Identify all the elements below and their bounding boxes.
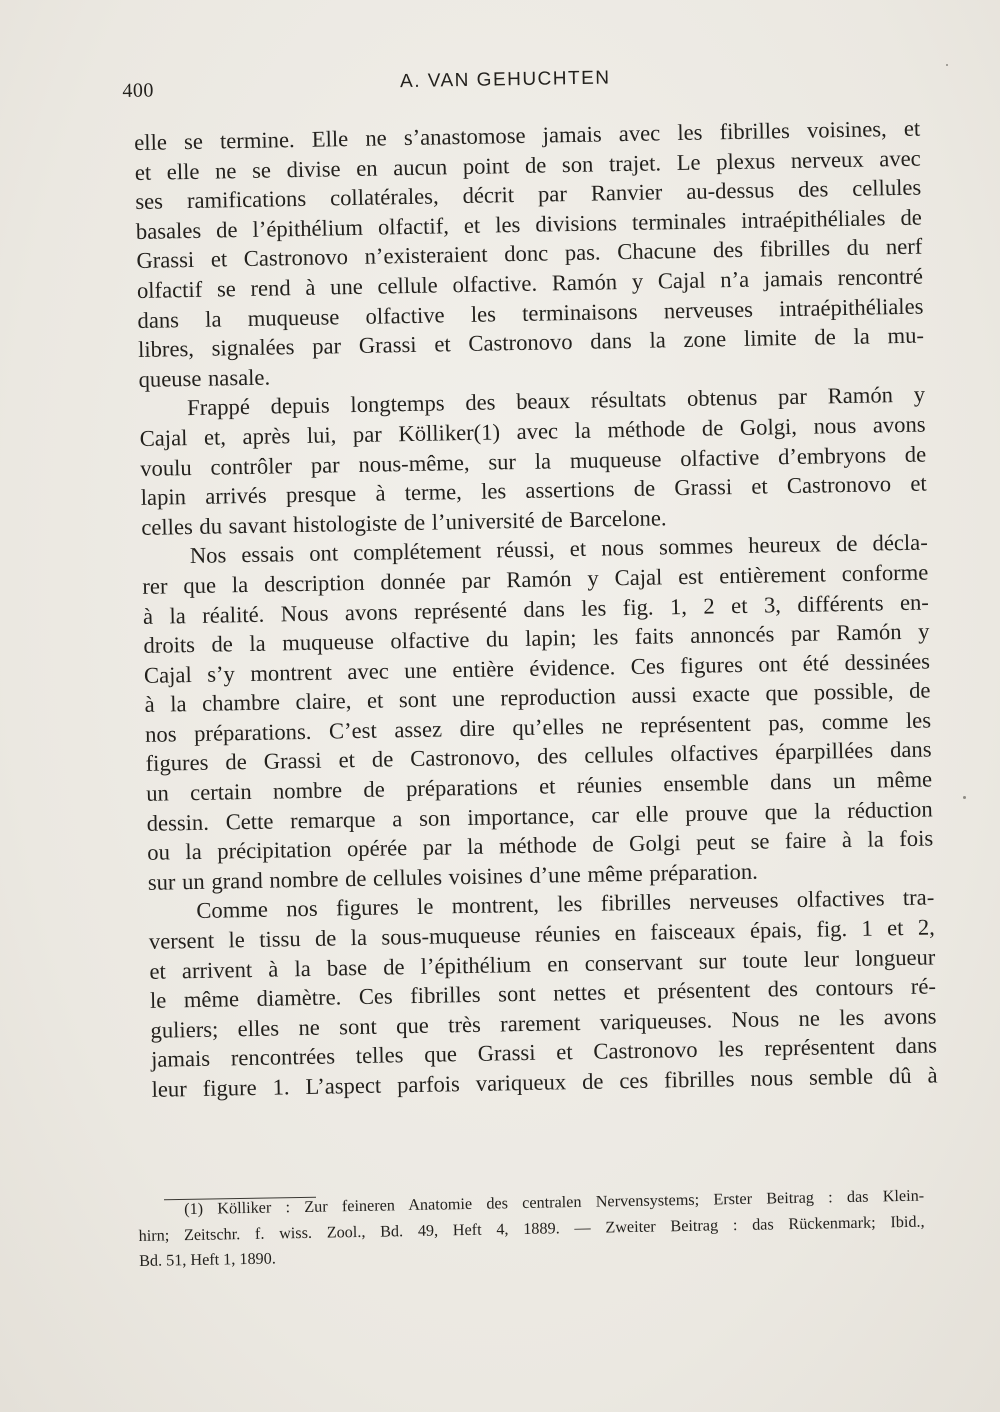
footnote-line: Bd. 51, Heft 1, 1890. (138, 1249, 276, 1270)
text-line: elle se termine. Elle ne s’anastomose jamais avec les fibrilles voisines, et (134, 115, 921, 155)
text-line: celles du savant histologiste de l’université de Barcelone. (141, 505, 667, 540)
text-line: nos préparations. C’est assez dire qu’elles ne représentent pas, comme les (144, 707, 932, 747)
text-line: olfactif se rend à une cellule olfactive. Ramón y Cajal n’a jamais rencontré (136, 263, 924, 303)
body-text (134, 114, 938, 1105)
text-line: lapin arrivés presque à terme, les assertions de Grassi et Castronovo et (140, 470, 927, 511)
text-line: à la réalité. Nous avons représenté dans les fig. 1, 2 et 3, différents en- (142, 589, 930, 629)
text-line: voulu contrôler par nous-même, sur la muqueuse olfactive d’embryons de (140, 441, 927, 481)
text-line: dans la muqueuse olfactive les terminaisons nerveuses intraépithéliales (137, 293, 924, 333)
text-line: un certain nombre de préparations et réunies ensemble dans un même (145, 766, 933, 806)
text-line: rer que la description donnée par Ramón y Cajal est entièrement conforme (142, 559, 929, 599)
text-line: le même diamètre. Ces fibrilles sont nettes et présentent des contours ré- (149, 973, 937, 1014)
text-line: ses ramifications collatérales, décrit par Ranvier au-dessus des cellules (135, 174, 922, 215)
text-line: et arrivent à la base de l’épithélium en conservant sur toute leur longueur (149, 944, 936, 984)
text-line: droits de la muqueuse olfactive du lapin; les faits annoncés par Ramón y (143, 618, 930, 659)
text-line: sur un grand nombre de cellules voisines d’une même préparation. (147, 858, 759, 895)
text-line: dessin. Cette remarque a son importance, car elle prouve que la réduction (146, 796, 933, 836)
text-line: basales de l’épithélium olfactif, et les divisions terminales intraépithéliales de (135, 204, 922, 244)
text-line: leur figure 1. L’aspect parfois variqueux de ces fibrilles nous semble dû à (151, 1062, 938, 1102)
text-line: Grassi et Castronovo n’existeraient donc pas. Chacune des fibrilles du nerf (136, 233, 923, 274)
text-line: guliers; elles ne sont que très rarement variqueuses. Nous ne les avons (150, 1003, 937, 1043)
page-header (120, 52, 921, 106)
text-line: queuse nasale. (138, 364, 271, 392)
footnote-line: (1) Kölliker : Zur feineren Anatomie des centralen Nervensystems; Erster Beitrag : das Klein- (184, 1186, 925, 1219)
text-line: Cajal et, après lui, par Kölliker(1) avec la méthode de Golgi, nous avons (139, 411, 926, 451)
footnotes (138, 1184, 925, 1275)
footnote-line: hirn; Zeitschr. f. wiss. Zool., Bd. 49, Heft 4, 1889. — Zweiter Beitrag : das Rückenmark; Ibid., (138, 1212, 925, 1245)
text-line: Cajal s’y montrent avec une entière évidence. Ces figures ont été dessinées (143, 648, 931, 688)
running-head: A. VAN GEHUCHTEN (399, 67, 611, 93)
text-line: libres, signalées par Grassi et Castronovo dans la zone limite de la mu- (137, 322, 925, 363)
paper-speck (946, 64, 948, 66)
text-line: figures de Grassi et de Castronovo, des cellules olfactives éparpillées dans (145, 736, 932, 777)
text-line: Nos essais ont complétement réussi, et nous sommes heureux de décla- (189, 529, 928, 569)
text-line: Comme nos figures le montrent, les fibrilles nerveuses olfactives tra- (196, 884, 935, 924)
page-number: 400 (122, 79, 155, 102)
text-line: ou la précipitation opérée par la méthode de Golgi peut se faire à la fois (147, 825, 934, 866)
paper-speck (963, 796, 966, 799)
text-line: et elle ne se divise en aucun point de son trajet. Le plexus nerveux avec (134, 145, 921, 185)
text-line: jamais rencontrées telles que Grassi et Castronovo les représentent dans (150, 1032, 938, 1073)
text-line: à la chambre claire, et sont une reproduction aussi exacte que possible, de (144, 677, 931, 718)
text-line: Frappé depuis longtemps des beaux résultats obtenus par Ramón y (186, 381, 926, 421)
text-line: versent le tissu de la sous-muqueuse réunies en faisceaux épais, fig. 1 et 2, (148, 914, 936, 954)
